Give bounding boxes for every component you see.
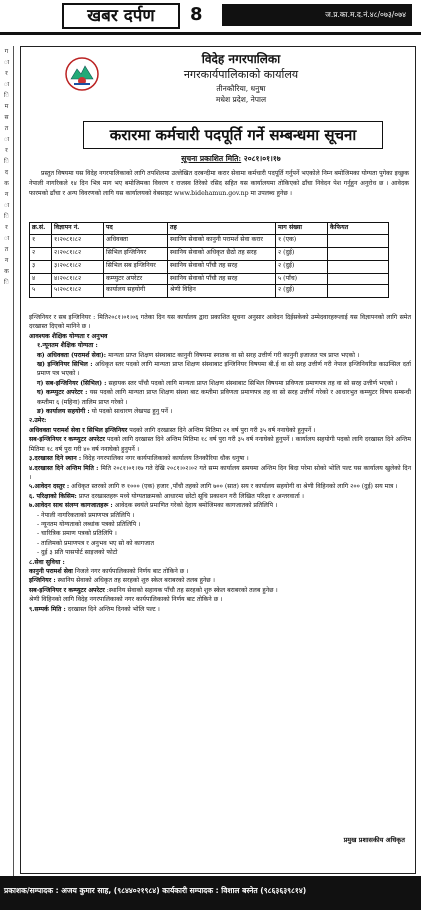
- age-rule-label: अधिवक्ता परामर्श सेवा र सिभिल इन्जिनियर: [29, 426, 128, 434]
- qualification-text: सहायक स्तर पाँचौ पदको लागि मान्यता प्राप्त शिक्षण संस्थाबाट सिभिल विषयमा प्रविणता प्रमाणपत्र तह वा सो सरह उत्तीर्ण भएको ।: [108, 379, 398, 387]
- newspaper-title: खबर दर्पण: [62, 3, 180, 29]
- fragment-glyph: न: [4, 257, 9, 264]
- age-rule: [29, 435, 411, 454]
- application-deadline: [29, 464, 411, 483]
- table-row: [30, 247, 389, 260]
- document-item: - दुई ३ प्रति पासपोर्ट साइजको फोटो: [37, 549, 118, 557]
- cell: १: [30, 234, 52, 247]
- qualification-item: [29, 388, 411, 407]
- qualification-item: [29, 351, 411, 360]
- benefit-label: कानुनी परामर्श सेवा: [29, 567, 73, 575]
- cell: स्थानिय सेवाको पाँचौ तह सरह: [168, 260, 276, 273]
- place-text: विदेह नगरपालिका नगर कार्यपालिकाको कार्यालय तिनकौरिया धौक धनुषा ।: [83, 455, 249, 463]
- cell: ३।२०८१।८२: [52, 260, 104, 273]
- contact-text: दरखास्त दिने अन्तिम दिनको भोलि पल्ट ।: [67, 605, 160, 613]
- benefit-item: [29, 576, 411, 585]
- engineer-note: इन्जिनियर र सब इन्जिनियर : मिति२०८१।०१।०६ गतेका दिन यस कार्यालय द्वारा प्रकाशित सूचना अनुसार आवेदन दिईसकेको उम्मेदवारहरूलाई यस विज्ञापनको लागि समेत दरखास्त दिएको मानिने छ ।: [29, 314, 411, 331]
- application-fee: [29, 482, 411, 491]
- qualification-label: घ) कम्प्युटर अपरेटर :: [37, 389, 88, 397]
- benefit-text: :स्थानिय सेवाको सहायक पाँचौ तह सरहको शुरु स्केल बराबरको तलब हुनेछ ।: [106, 586, 278, 594]
- place-label: ३.दरखास्त दिने स्थान :: [29, 455, 82, 463]
- qualification-item: [29, 360, 411, 379]
- table-row: [30, 285, 389, 298]
- document-item: - तालिमको प्रमाणपत्र र अनुभव भए सो को कागजात: [37, 539, 154, 547]
- col-serial: क्र.सं.: [30, 223, 52, 235]
- publish-date-value: २०८१।०१।१७: [243, 154, 281, 163]
- age-rule-label: सब-इन्जिनियर र कम्प्युटर अपरेटर: [29, 436, 105, 444]
- table-row: [30, 234, 389, 247]
- age-rule: [29, 426, 411, 435]
- table-row: [30, 260, 389, 273]
- col-post: पद: [104, 223, 168, 235]
- document-item: - न्यूनतम योग्यताको लब्धांक पत्रको प्रतिलिपि ।: [37, 520, 141, 528]
- required-documents: [29, 501, 411, 510]
- municipality-name: विदेह नगरपालिका: [201, 52, 281, 66]
- min-education-heading: १.न्यूनतम शैक्षिक योग्यता :: [37, 342, 98, 350]
- cell: २ (दुई): [276, 247, 328, 260]
- benefit-item: [29, 586, 411, 595]
- fragment-glyph: र: [5, 224, 8, 231]
- qualification-item: [29, 407, 411, 416]
- cell: २ (दुई): [276, 285, 328, 298]
- fragment-glyph: ा: [3, 235, 10, 242]
- fragment-glyph: ि: [3, 92, 10, 99]
- benefit-item: [29, 595, 411, 604]
- col-demand: माग संख्या: [276, 223, 328, 235]
- cell: ५।२०८१।८२: [52, 285, 104, 298]
- signatory-title: प्रमुख प्रशासकीय अधिकृत: [343, 836, 405, 844]
- benefit-label: इन्जिनियर :: [29, 577, 56, 585]
- benefit-text: निजले नगर कार्यपालिकाको निर्णय बाट तोकिने छ ।: [74, 567, 189, 575]
- fragment-glyph: न: [4, 191, 9, 198]
- fragment-glyph: ा: [3, 81, 10, 88]
- application-place: [29, 454, 411, 463]
- cell: २ (दुई): [276, 260, 328, 273]
- deadline-label: ४.दरखास्त दिने अन्तिम मिति :: [29, 464, 99, 472]
- selection-label: ६. परिक्षाको किसिम:: [29, 492, 77, 500]
- benefits-heading: ८.सेवा सुविधा :: [29, 558, 65, 566]
- table-header-row: [30, 223, 389, 235]
- publish-date-label: सूचना प्रकाशित मिति:: [181, 154, 242, 163]
- adjacent-column-fragment: [0, 46, 14, 876]
- fragment-glyph: ि: [3, 279, 10, 286]
- office-location: तीनकौरिया, धनुषा: [216, 84, 266, 93]
- col-level: तह: [168, 223, 276, 235]
- benefit-item: [29, 567, 411, 576]
- registration-number: ज.प्र.का.म.द.नं.४८/०७३/०७४: [222, 4, 412, 26]
- cell: ५: [30, 285, 52, 298]
- qualification-item: [29, 379, 411, 388]
- notice-intro: प्रस्तुत विषयमा यस विदेह नगरपालिकाको लागि तपशिलमा उल्लेखित दरबन्दीमा करार सेवामा कर्मचारी पदपूर्ति गर्नुपर्ने भएकोले निम्न बमोजिमका योग्यता पुगेका इच्छुक नेपाली नागरिकले १४ दिन भित्र माग भए बमोजिमका विवरण र राजस्व तिरेको रसिद सहित यस कार्यालयमा तोकिएको ढाँचा निवेदन पेश गर्नुहुन अनुरोध छ । आवेदक फारमको ढाँचा र अन्य विवरणको लागि यस कार्यालयको वेबसाइट www.bidehamun.gov.np मा उपलब्ध हुनेछ ।: [29, 170, 409, 197]
- nepal-emblem-icon: [65, 57, 99, 91]
- cell: [328, 247, 389, 260]
- qualification-label: ग) सब-इन्जिनियर (सिभिल) :: [37, 379, 107, 387]
- cell: स्थानिय सेवाको पाँचौ तह सरह: [168, 273, 276, 285]
- selection-text: प्राप्त दरखास्तहरू मध्ये योग्यताक्रमको आधारमा छोटो सूचि प्रकाशन गरी लिखित परिक्षा र अन्तरवार्ता ।: [78, 492, 305, 500]
- cell: सिभिल इन्जिनियर: [104, 247, 168, 260]
- fragment-glyph: ा: [3, 202, 10, 209]
- cell: १ (एक): [276, 234, 328, 247]
- fragment-glyph: ा: [3, 136, 10, 143]
- cell: सिभिल सब इन्जिनियर: [104, 260, 168, 273]
- notice-body: [29, 313, 411, 614]
- vacancy-table: [29, 222, 389, 298]
- cell: [328, 273, 389, 285]
- cell: २।२०८१।८२: [52, 247, 104, 260]
- col-ad-number: विज्ञापन नं.: [52, 223, 104, 235]
- fragment-glyph: द: [4, 169, 9, 176]
- selection-method: [29, 492, 411, 501]
- cell: ४।२०८१।८२: [52, 273, 104, 285]
- qualification-label: ख) इन्जिनियर सिभिल :: [37, 361, 93, 369]
- qualification-text: मान्यता प्राप्त शिक्षण संस्थाबाट कानुनी विषयमा स्नातक वा सो सरह उत्तीर्ण गरी कानुनी इजाजत पत्र प्राप्त भएको ।: [108, 351, 360, 359]
- fragment-glyph: त: [4, 125, 9, 132]
- age-heading: २.उमेर:: [29, 417, 47, 425]
- documents-label: ७.आवेदन साथ संलग्न कागजातहरू :: [29, 502, 113, 510]
- deadline-text: मिति २०८१।०१।१७ गते देखि २०८१।०२।०२ गते सम्म कार्यालय समयमा अन्तिम दिन बिदा परेमा सोको भोलि पल्ट यस कार्यालय खुलेको दिन ।: [29, 464, 411, 481]
- fragment-glyph: ि: [3, 158, 10, 165]
- cell: १।२०८१।८२: [52, 234, 104, 247]
- document-item: - चारित्रिक प्रमाण पत्रको प्रतिलिपि ।: [37, 530, 117, 538]
- benefit-label: सब-इन्जिनियर र कम्प्युटर अपरेटर: [29, 586, 105, 594]
- qualification-label: क) अधिवक्ता (परामर्श सेवा):: [37, 351, 107, 359]
- office-header: [111, 51, 371, 105]
- page-number: 8: [190, 4, 203, 25]
- publisher-footer: प्रकाशक/सम्पादक : अजय कुमार साह, (९८४४०२१९८४) कार्यकारी सम्पादक : विशाल बस्नेत (९८६३६३९८१४): [0, 876, 421, 910]
- qualification-text: अधिकृत स्तर पदको लागि मान्यता प्राप्त शिक्षण संस्थाबाट इन्जिनियर विषयमा बी.ई वा सो सरह उत्तीर्ण गरी नेपाल इन्जिनियरिङ काउन्सिल दर्ता प्रमाण पत्र भएको ।: [37, 361, 412, 378]
- fragment-glyph: क: [4, 180, 9, 187]
- qualification-text: यो पदको साधारण लेखपढ हुनु पर्ने ।: [91, 408, 173, 416]
- table-row: [30, 273, 389, 285]
- fragment-glyph: र: [5, 70, 8, 77]
- contact-label: ९.सम्पर्क मिति :: [29, 605, 66, 613]
- fragment-glyph: ा: [3, 59, 10, 66]
- cell: स्थानिय सेवाको अधिकृत छैठो तह सरह: [168, 247, 276, 260]
- benefit-text: श्रेणी विहिनको लागि विदेह नगरपालिकाको नगर कार्यपालिकाको निर्णय बाट तोकिने छ ।: [29, 596, 223, 604]
- cell: अधिवक्ता: [104, 234, 168, 247]
- cell: कम्प्युटर अपरेटर: [104, 273, 168, 285]
- masthead-rule: [0, 32, 421, 35]
- cell: ५ (पाँच): [276, 273, 328, 285]
- fee-label: ५.आवेदन दस्तुर :: [29, 483, 70, 491]
- notice-headline: करारमा कर्मचारी पदपूर्ति गर्ने सम्बन्धमा सूचना: [83, 121, 383, 149]
- fragment-glyph: स: [4, 114, 9, 121]
- col-remarks: कैफियत: [328, 223, 389, 235]
- office-province: मधेश प्रदेश, नेपाल: [215, 95, 267, 104]
- cell: श्रेणी विहिन: [168, 285, 276, 298]
- fragment-glyph: क: [4, 268, 9, 275]
- fragment-glyph: ग: [4, 48, 9, 55]
- fragment-glyph: र: [5, 147, 8, 154]
- documents-text: आवेदक स्वयंले प्रमाणित गरेको देहाय बमोजिमका कागजातको प्रतिलिपि ।: [114, 502, 278, 510]
- publish-date: [111, 153, 351, 164]
- qualifications-heading: आवश्यक शैक्षिक योग्यता र अनुभव: [29, 332, 108, 340]
- public-notice: [20, 46, 416, 874]
- cell: [328, 234, 389, 247]
- cell: स्थानिय सेवाको कानुनी परामर्श सेवा करार: [168, 234, 276, 247]
- cell: ४: [30, 273, 52, 285]
- qualification-label: ङ) कार्यालय सहयोगी :: [37, 408, 90, 416]
- cell: कार्यालय सहयोगी: [104, 285, 168, 298]
- fee-text: अधिकृत स्तरको लागि रु १००० (एक) हजार ,पाँचौ तहको लागि ७०० (सात) सय र कार्यालय सहयोगी वा श्रेणी विहिनको लागि २०० (दुई) सय मात्र ।: [71, 483, 398, 491]
- cell: ३: [30, 260, 52, 273]
- contact-date: [29, 605, 411, 614]
- cell: [328, 285, 389, 298]
- fragment-glyph: ि: [3, 213, 10, 220]
- fragment-glyph: म: [4, 103, 9, 110]
- age-rule-text: पदको लागि दरखास्त दिने अन्तिम मितिमा १८ वर्ष पुरा गरी ३५ वर्ष ननाघेको हुनुपर्ने । कार्यालय सहयोगी पदको लागि दरखास्त दिने अन्तिम मितिमा १८ वर्ष पुरा गरी ४० वर्ष ननाघेको हुनुपर्ने ।: [29, 436, 412, 453]
- cell: [328, 260, 389, 273]
- masthead: [0, 0, 421, 46]
- qualification-text: यस पदको लागि मान्यता प्राप्त शिक्षण संस्था बाट कम्तीमा प्रविणता प्रमाणपत्र तह वा सो सरह उत्तीर्ण गरेको र आधारभुत कम्प्युटर विषय सम्बन्धी कम्तीमा ६ (महिना) तालिम प्राप्त गरेको ।: [37, 389, 412, 406]
- benefit-text: स्थानिय सेवाको अधिकृत तह सरहको शुरु स्केल बराबरको तलब हुनेछ ।: [57, 577, 215, 585]
- office-name: नगरकार्यपालिकाको कार्यालय: [183, 68, 299, 81]
- fragment-glyph: त: [4, 246, 9, 253]
- document-item: - नेपाली नागरिकताको प्रमाणपत्र प्रतिलिपि ।: [37, 511, 135, 519]
- cell: २: [30, 247, 52, 260]
- age-rule-text: पदको लागि दरखास्त दिने अन्तिम मितिमा २१ वर्ष पुरा गरी ३५ वर्ष ननाघेको हुनुपर्ने ।: [129, 426, 316, 434]
